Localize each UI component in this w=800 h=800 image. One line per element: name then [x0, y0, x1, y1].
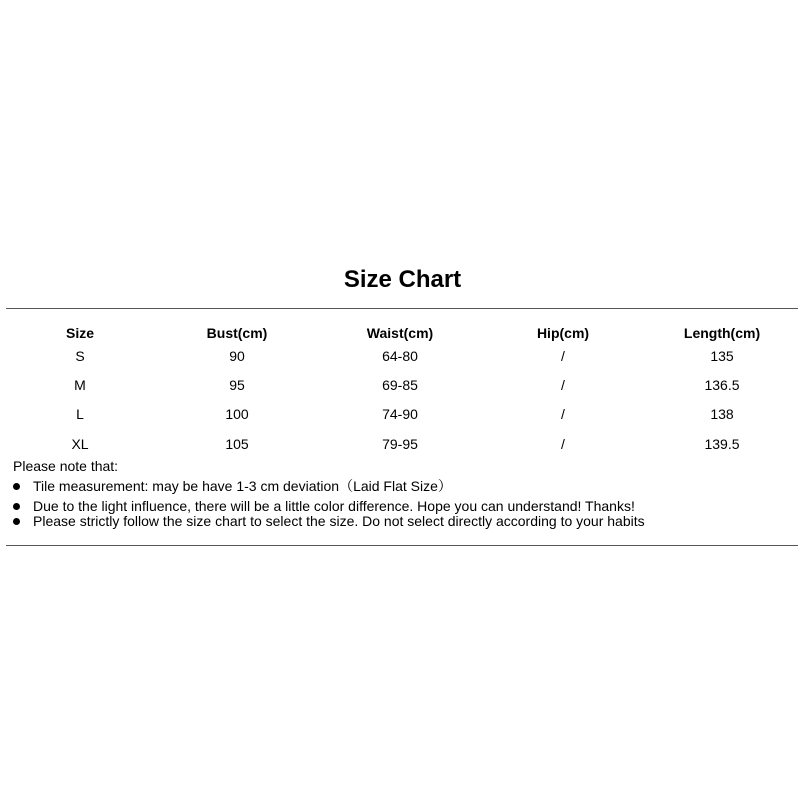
- header-bust: Bust(cm): [206, 325, 268, 341]
- cell-hip: /: [561, 406, 565, 422]
- note-item: [13, 477, 452, 495]
- notes-heading: Please note that:: [13, 458, 119, 474]
- top-divider: [6, 308, 798, 309]
- page-title: Size Chart: [343, 266, 462, 293]
- header-length: Length(cm): [683, 325, 761, 341]
- bullet-icon: [13, 483, 20, 490]
- note-text: Due to the light influence, there will be a little color difference. Hope you can understand! Thanks!: [33, 498, 635, 514]
- cell-waist: 64-80: [382, 348, 418, 364]
- cell-length: 138: [710, 406, 734, 422]
- header-waist: Waist(cm): [366, 325, 434, 341]
- cell-hip: /: [561, 436, 565, 452]
- bullet-icon: [13, 518, 20, 525]
- cell-hip: /: [561, 348, 565, 364]
- note-text: Tile measurement: may be have 1-3 cm deviation（Laid Flat Size）: [33, 478, 452, 494]
- header-size: Size: [65, 325, 94, 341]
- cell-length: 135: [710, 348, 734, 364]
- cell-bust: 90: [229, 348, 245, 364]
- header-hip: Hip(cm): [536, 325, 590, 341]
- cell-waist: 69-85: [382, 377, 418, 393]
- bullet-icon: [13, 503, 20, 510]
- cell-size: S: [75, 348, 85, 364]
- cell-waist: 79-95: [382, 436, 418, 452]
- bottom-divider: [6, 545, 798, 546]
- cell-size: L: [76, 406, 84, 422]
- cell-bust: 100: [225, 406, 249, 422]
- cell-length: 136.5: [704, 377, 740, 393]
- note-item: [13, 512, 645, 530]
- cell-bust: 105: [225, 436, 249, 452]
- cell-size: M: [74, 377, 86, 393]
- cell-length: 139.5: [704, 436, 740, 452]
- cell-size: XL: [71, 436, 89, 452]
- note-text: Please strictly follow the size chart to select the size. Do not select directly according to your habits: [33, 513, 645, 529]
- cell-waist: 74-90: [382, 406, 418, 422]
- cell-hip: /: [561, 377, 565, 393]
- cell-bust: 95: [229, 377, 245, 393]
